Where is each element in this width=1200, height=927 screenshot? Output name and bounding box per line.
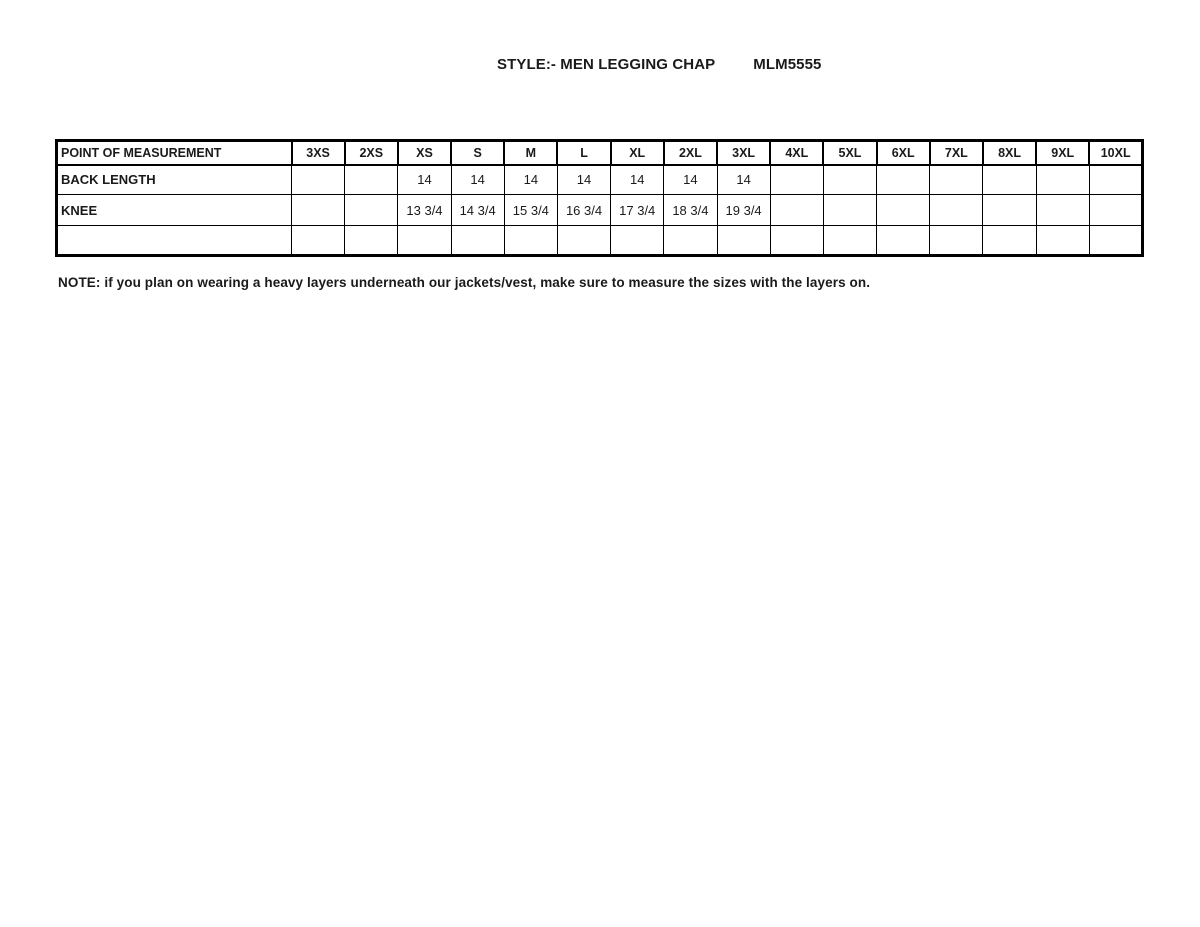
size-table-body <box>57 165 1143 256</box>
size-value-cell <box>983 226 1036 256</box>
column-header-size-2xl: 2XL <box>664 141 717 165</box>
row-label <box>57 226 292 256</box>
size-value-cell <box>877 165 930 195</box>
size-value-cell: 14 3/4 <box>451 195 504 226</box>
size-value-cell: 16 3/4 <box>557 195 610 226</box>
column-header-size-l: L <box>557 141 610 165</box>
size-value-cell <box>930 226 983 256</box>
column-header-size-10xl: 10XL <box>1089 141 1142 165</box>
size-value-cell <box>398 226 451 256</box>
size-value-cell <box>717 226 770 256</box>
style-label: STYLE:- MEN LEGGING CHAP <box>497 56 716 73</box>
column-header-size-3xs: 3XS <box>292 141 345 165</box>
size-chart-table <box>55 139 1144 257</box>
size-value-cell: 14 <box>451 165 504 195</box>
measurement-row <box>57 165 1143 195</box>
size-value-cell <box>1089 226 1142 256</box>
column-header-size-xl: XL <box>611 141 664 165</box>
size-value-cell: 19 3/4 <box>717 195 770 226</box>
size-value-cell: 17 3/4 <box>611 195 664 226</box>
column-header-size-4xl: 4XL <box>770 141 823 165</box>
size-value-cell <box>451 226 504 256</box>
size-value-cell: 14 <box>717 165 770 195</box>
size-value-cell: 14 <box>664 165 717 195</box>
document-title <box>497 56 821 73</box>
measurement-row <box>57 195 1143 226</box>
row-label: BACK LENGTH <box>57 165 292 195</box>
size-value-cell <box>930 165 983 195</box>
size-value-cell <box>504 226 557 256</box>
size-value-cell <box>770 195 823 226</box>
size-value-cell <box>1036 226 1089 256</box>
column-header-size-3xl: 3XL <box>717 141 770 165</box>
style-code: MLM5555 <box>753 56 822 73</box>
column-header-point-of-measurement: POINT OF MEASUREMENT <box>57 141 292 165</box>
size-value-cell <box>345 195 398 226</box>
size-value-cell: 14 <box>557 165 610 195</box>
size-table-header-row <box>57 141 1143 165</box>
column-header-size-6xl: 6XL <box>877 141 930 165</box>
size-value-cell <box>877 195 930 226</box>
size-value-cell <box>1089 165 1142 195</box>
size-value-cell <box>1036 195 1089 226</box>
size-value-cell: 14 <box>611 165 664 195</box>
size-value-cell: 13 3/4 <box>398 195 451 226</box>
column-header-size-m: M <box>504 141 557 165</box>
size-value-cell <box>292 195 345 226</box>
size-value-cell <box>345 165 398 195</box>
column-header-size-7xl: 7XL <box>930 141 983 165</box>
column-header-size-2xs: 2XS <box>345 141 398 165</box>
size-value-cell: 14 <box>398 165 451 195</box>
column-header-size-8xl: 8XL <box>983 141 1036 165</box>
size-value-cell <box>823 165 876 195</box>
size-value-cell <box>292 165 345 195</box>
size-value-cell <box>770 226 823 256</box>
size-value-cell: 18 3/4 <box>664 195 717 226</box>
size-value-cell <box>292 226 345 256</box>
size-value-cell <box>983 165 1036 195</box>
size-value-cell <box>823 226 876 256</box>
size-value-cell <box>1089 195 1142 226</box>
column-header-size-s: S <box>451 141 504 165</box>
size-value-cell <box>930 195 983 226</box>
size-value-cell: 15 3/4 <box>504 195 557 226</box>
column-header-size-9xl: 9XL <box>1036 141 1089 165</box>
size-value-cell <box>823 195 876 226</box>
row-label: KNEE <box>57 195 292 226</box>
size-value-cell <box>1036 165 1089 195</box>
size-value-cell: 14 <box>504 165 557 195</box>
size-value-cell <box>345 226 398 256</box>
size-value-cell <box>877 226 930 256</box>
column-header-size-xs: XS <box>398 141 451 165</box>
size-value-cell <box>557 226 610 256</box>
note-text: NOTE: if you plan on wearing a heavy layers underneath our jackets/vest, make sure to measure the sizes with the layers on. <box>58 275 871 290</box>
measurement-row <box>57 226 1143 256</box>
size-value-cell <box>983 195 1036 226</box>
size-value-cell <box>611 226 664 256</box>
size-value-cell <box>664 226 717 256</box>
size-value-cell <box>770 165 823 195</box>
column-header-size-5xl: 5XL <box>823 141 876 165</box>
